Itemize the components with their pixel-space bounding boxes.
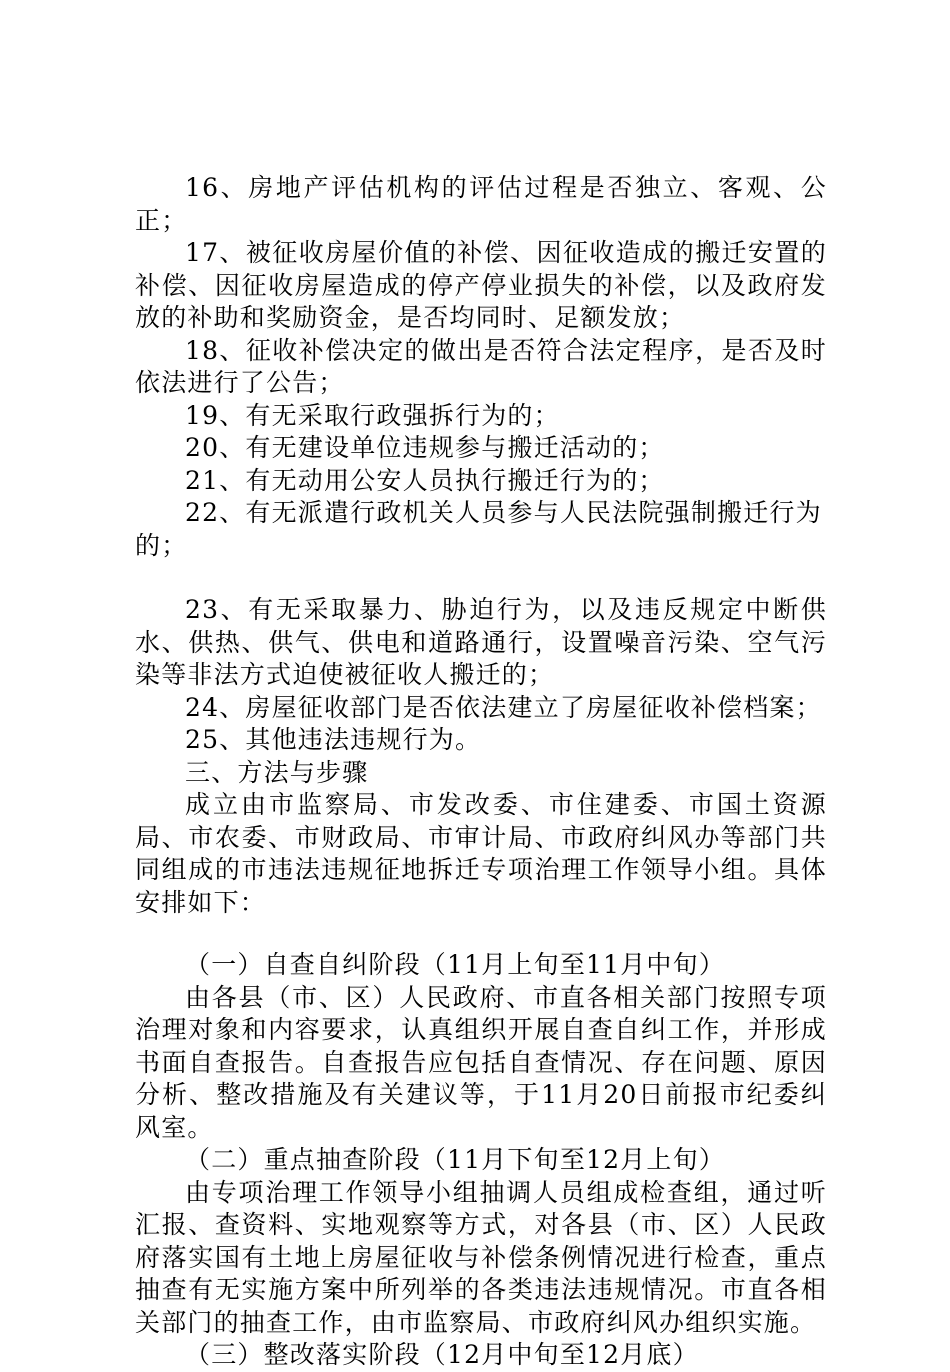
item-19-paragraph: 19、有无采取行政强拆行为的； <box>185 400 560 430</box>
phase-2-heading: （二）重点抽查阶段（11月下旬至12月上旬） <box>185 1145 726 1174</box>
item-21-paragraph: 21、有无动用公安人员执行搬迁行为的； <box>185 465 665 495</box>
phase-2-paragraph: 由专项治理工作领导小组抽调人员组成检查组，通过听汇报、查资料、实地观察等方式，对各县（市、区）人民政府落实国有土地上房屋征收与补偿条例情况进行检查，重点抽查有无实施方案中所列举的各类违法违规情况。市直各相关部门的抽查工作，由市监察局、市政府纠风办组织实施。 <box>135 1177 827 1337</box>
item-24-paragraph: 24、房屋征收部门是否依法建立了房屋征收补偿档案； <box>185 692 822 722</box>
leading-group-paragraph: 成立由市监察局、市发改委、市住建委、市国土资源局、市农委、市财政局、市审计局、市政府纠风办等部门共同组成的市违法违规征地拆迁专项治理工作领导小组。具体安排如下： <box>135 790 827 917</box>
phase-1-paragraph: 由各县（市、区）人民政府、市直各相关部门按照专项治理对象和内容要求，认真组织开展自查自纠工作，并形成书面自查报告。自查报告应包括自查情况、存在问题、原因分析、整改措施及有关建议等，于11月20日前报市纪委纠风室。 <box>135 982 827 1142</box>
item-25-paragraph: 25、其他违法违规行为。 <box>185 725 482 754</box>
item-23-paragraph: 23、有无采取暴力、胁迫行为，以及违反规定中断供水、供热、供气、供电和道路通行，设置噪音污染、空气污染等非法方式迫使被征收人搬迁的； <box>135 595 827 689</box>
phase-3-heading: （三）整改落实阶段（12月中旬至12月底） <box>185 1340 699 1369</box>
item-20-paragraph: 20、有无建设单位违规参与搬迁活动的； <box>185 433 665 462</box>
item-18-paragraph: 18、征收补偿决定的做出是否符合法定程序，是否及时依法进行了公告； <box>135 335 827 397</box>
item-22-paragraph: 22、有无派遣行政机关人员参与人民法院强制搬迁行为的； <box>135 498 822 560</box>
section-heading-methods: 三、方法与步骤 <box>185 757 369 787</box>
item-17-paragraph: 17、被征收房屋价值的补偿、因征收造成的搬迁安置的补偿、因征收房屋造成的停产停业损失的补偿，以及政府发放的补助和奖励资金，是否均同时、足额发放； <box>135 238 827 332</box>
document-body <box>135 172 827 1372</box>
item-16-paragraph: 16、房地产评估机构的评估过程是否独立、客观、公正； <box>135 173 827 235</box>
phase-1-heading: （一）自查自纠阶段（11月上旬至11月中旬） <box>185 950 726 979</box>
